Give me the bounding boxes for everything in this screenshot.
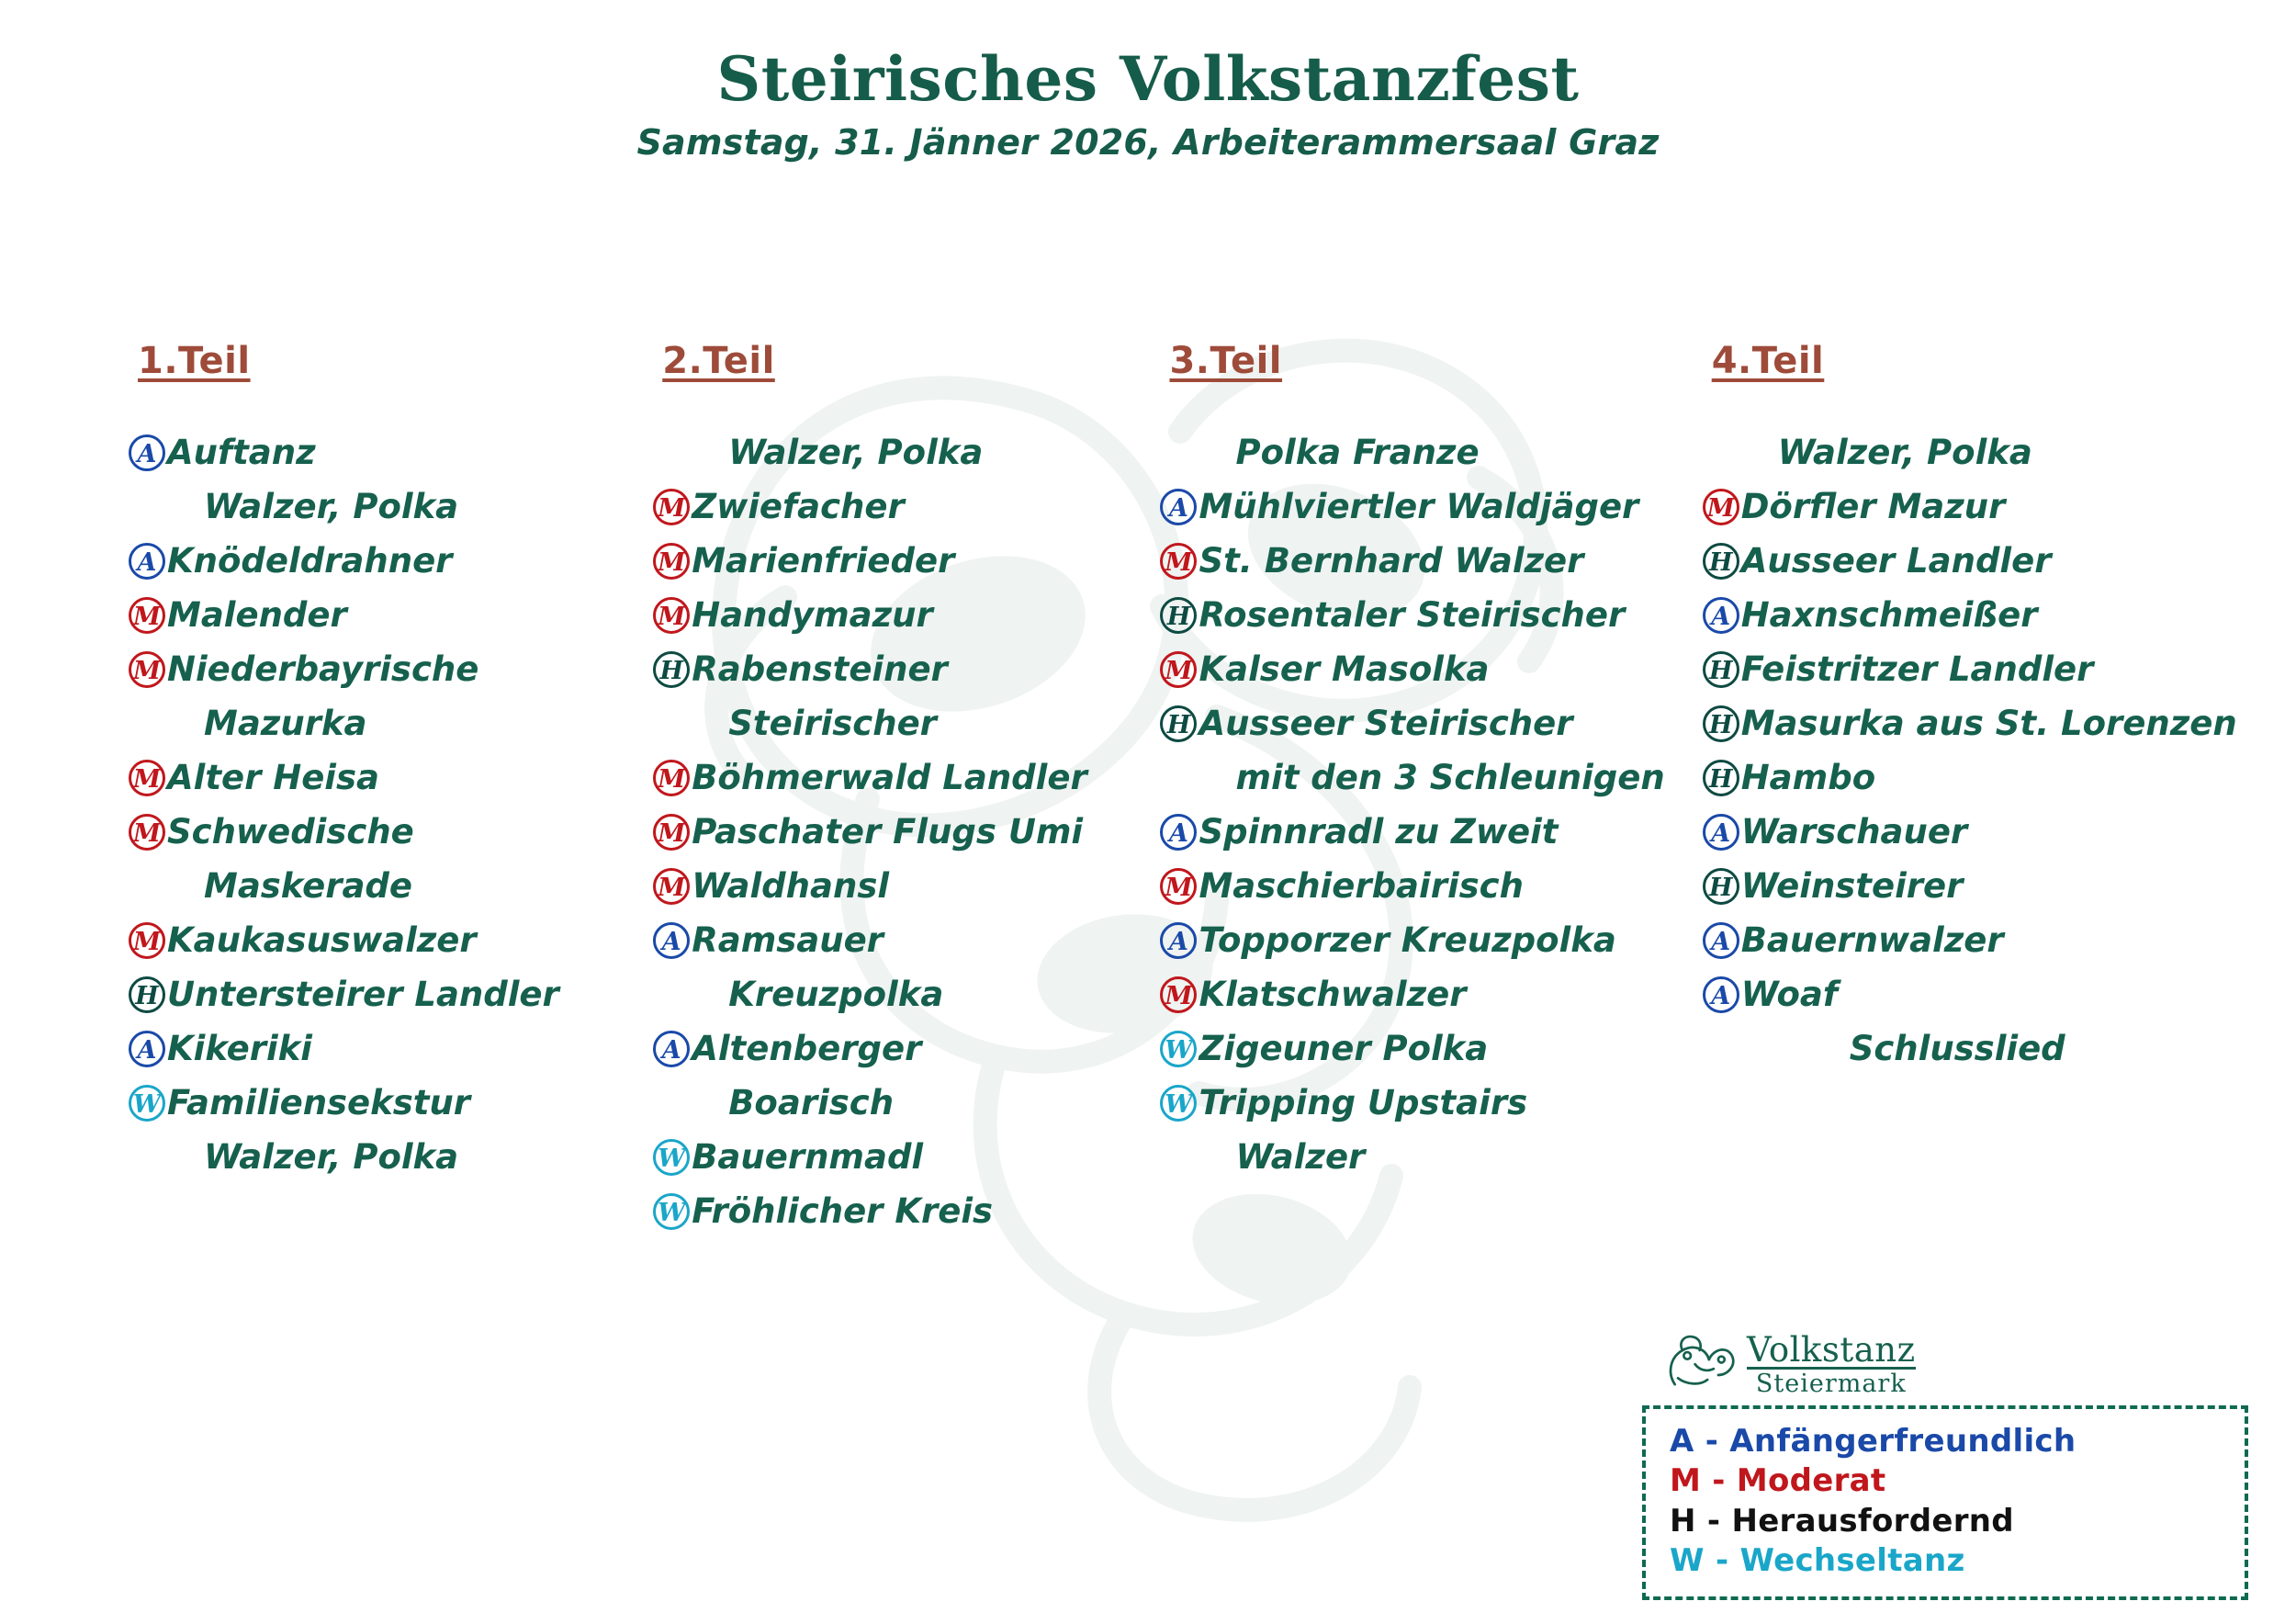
dance-name: Zwiefacher: [692, 487, 905, 526]
difficulty-badge-h: H: [1160, 597, 1197, 634]
list-item: [653, 540, 1142, 584]
list-item: [129, 919, 635, 964]
difficulty-badge-m: M: [129, 922, 165, 959]
difficulty-badge-a: A: [129, 434, 165, 471]
difficulty-badge-a: A: [1703, 597, 1739, 634]
dance-name: Warschauer: [1740, 812, 1968, 851]
page-header: [0, 0, 2296, 163]
list-item: [653, 1136, 1142, 1180]
difficulty-badge-m: M: [129, 814, 165, 851]
difficulty-badge-w: W: [653, 1193, 690, 1230]
dance-name: Dörfler Mazur: [1740, 487, 2006, 526]
difficulty-badge-w: W: [653, 1139, 690, 1176]
difficulty-badge-m: M: [1160, 543, 1197, 580]
dance-name: Hambo: [1740, 758, 1876, 797]
dance-name: Zigeuner Polka: [1199, 1029, 1489, 1068]
dance-name: Maschierbairisch: [1199, 866, 1524, 906]
list-item: [129, 540, 635, 584]
difficulty-badge-h: H: [1703, 868, 1739, 905]
difficulty-badge-none: [653, 976, 690, 1013]
list-item-closing: [1703, 1028, 2296, 1072]
dance-name: Steirischer: [728, 704, 937, 743]
list-item: [1703, 919, 2296, 964]
difficulty-badge-m: M: [653, 597, 690, 634]
legend-line-moderat: M - Moderat: [1670, 1462, 1886, 1500]
dance-name: Bauernmadl: [692, 1137, 924, 1177]
difficulty-badge-w: W: [1160, 1085, 1197, 1122]
dance-name: Fröhlicher Kreis: [692, 1191, 994, 1231]
dance-name: Malender: [167, 595, 347, 635]
difficulty-badge-m: M: [1160, 868, 1197, 905]
dance-name: Altenberger: [692, 1029, 922, 1068]
list-item: [129, 486, 635, 530]
list-item: [653, 1190, 1142, 1235]
list-item: [1703, 757, 2296, 801]
list-item: [1160, 1028, 1683, 1072]
dance-name: Feistritzer Landler: [1740, 649, 2094, 689]
dance-name: Polka Franze: [1235, 433, 1480, 472]
list-item: [129, 594, 635, 638]
list-item: [653, 1028, 1142, 1072]
dance-name: Kikeriki: [167, 1029, 312, 1068]
page-subtitle: Samstag, 31. Jänner 2026, Arbeiterammersaal Graz: [636, 122, 1660, 164]
difficulty-badge-m: M: [653, 543, 690, 580]
list-item: [1160, 811, 1683, 855]
list-item: [129, 1028, 635, 1072]
program-part-3: [1142, 340, 1683, 1190]
difficulty-badge-m: M: [129, 597, 165, 634]
program-part-2: [635, 340, 1142, 1245]
dance-name: Topporzer Kreuzpolka: [1199, 920, 1616, 960]
difficulty-badge-h: H: [1703, 543, 1739, 580]
list-item: [129, 865, 635, 909]
dance-name: Weinsteirer: [1740, 866, 1964, 906]
dance-name: Haxnschmeißer: [1740, 595, 2038, 635]
dance-name: Schlusslied: [1849, 1029, 2065, 1068]
difficulty-badge-a: A: [129, 543, 165, 580]
list-item: [129, 757, 635, 801]
difficulty-badge-m: M: [129, 651, 165, 688]
dance-name: Walzer, Polka: [1777, 433, 2032, 472]
program-columns: [0, 340, 2296, 1245]
dance-name: Tripping Upstairs: [1199, 1083, 1528, 1122]
dance-name: Ausseer Steirischer: [1199, 704, 1573, 743]
dance-name: Niederbayrische: [167, 649, 479, 689]
list-item: [1160, 1082, 1683, 1126]
dance-name: Kaukasuswalzer: [167, 920, 477, 960]
list-item: [129, 703, 635, 747]
dance-name: Klatschwalzer: [1199, 975, 1467, 1014]
dance-name: St. Bernhard Walzer: [1199, 541, 1584, 581]
difficulty-legend: [1642, 1405, 2248, 1600]
list-item: [1160, 432, 1683, 476]
list-item: [1703, 974, 2296, 1018]
dance-name: Masurka aus St. Lorenzen: [1740, 704, 2237, 743]
logo-subtitle: Steiermark: [1747, 1367, 1916, 1396]
list-item: [129, 648, 635, 693]
difficulty-badge-a: A: [1160, 814, 1197, 851]
list-item: [653, 432, 1142, 476]
page-title: Steirisches Volkstanzfest: [716, 43, 1580, 115]
dance-name: Knödeldrahner: [167, 541, 453, 581]
list-item: [1160, 540, 1683, 584]
list-item: [653, 594, 1142, 638]
difficulty-badge-none: [1703, 1031, 1739, 1067]
dance-name: Rabensteiner: [692, 649, 948, 689]
list-item: [653, 703, 1142, 747]
list-item: [653, 648, 1142, 693]
difficulty-badge-none: [129, 868, 165, 905]
difficulty-badge-none: [653, 1085, 690, 1122]
dance-name: Familiensekstur: [167, 1083, 471, 1122]
organisation-logo: [1659, 1330, 2248, 1400]
dance-name: Mazurka: [204, 704, 367, 743]
list-item: [653, 757, 1142, 801]
difficulty-badge-a: A: [1703, 922, 1739, 959]
difficulty-badge-m: M: [1160, 976, 1197, 1013]
difficulty-badge-m: M: [653, 760, 690, 796]
legend-area: [1642, 1330, 2248, 1600]
list-item: [1160, 486, 1683, 530]
list-item: [1703, 648, 2296, 693]
logo-title: Volkstanz: [1747, 1330, 1916, 1370]
difficulty-badge-a: A: [653, 922, 690, 959]
list-item: [653, 919, 1142, 964]
dance-name: Kalser Masolka: [1199, 649, 1490, 689]
dance-name: Auftanz: [167, 433, 316, 472]
difficulty-badge-h: H: [1703, 705, 1739, 742]
list-item: [1160, 919, 1683, 964]
list-item: [1703, 594, 2296, 638]
dance-name: Rosentaler Steirischer: [1199, 595, 1626, 635]
dance-name: Bauernwalzer: [1740, 920, 2004, 960]
difficulty-badge-a: A: [653, 1031, 690, 1067]
list-item: [653, 974, 1142, 1018]
list-item: [129, 811, 635, 855]
dance-name: Paschater Flugs Umi: [692, 812, 1084, 851]
difficulty-badge-none: [1703, 434, 1739, 471]
difficulty-badge-none: [129, 1139, 165, 1176]
dance-name: Marienfrieder: [692, 541, 955, 581]
dance-name: Woaf: [1740, 975, 1838, 1014]
list-item: [653, 865, 1142, 909]
difficulty-badge-m: M: [653, 489, 690, 525]
list-item: [129, 974, 635, 1018]
list-item: [129, 1136, 635, 1180]
dance-name: Waldhansl: [692, 866, 890, 906]
difficulty-badge-a: A: [1160, 922, 1197, 959]
difficulty-badge-h: H: [1160, 705, 1197, 742]
dance-list-part-2: [653, 432, 1142, 1235]
legend-line-wechseltanz: W - Wechseltanz: [1670, 1542, 1965, 1580]
difficulty-badge-none: [1160, 1139, 1197, 1176]
difficulty-badge-m: M: [653, 868, 690, 905]
dance-name: Untersteirer Landler: [167, 975, 559, 1014]
list-item: [653, 1082, 1142, 1126]
dance-name: Maskerade: [204, 866, 412, 906]
dance-name: Schwedische: [167, 812, 414, 851]
list-item: [1160, 648, 1683, 693]
part-heading: 4.Teil: [1711, 340, 1825, 382]
part-heading: 2.Teil: [662, 340, 775, 382]
difficulty-badge-h: H: [1703, 651, 1739, 688]
dance-list-part-3: [1160, 432, 1683, 1180]
list-item: [653, 811, 1142, 855]
list-item: [653, 486, 1142, 530]
list-item: [1160, 1136, 1683, 1180]
difficulty-badge-none: [653, 705, 690, 742]
part-heading: 3.Teil: [1169, 340, 1283, 382]
dance-name: Böhmerwald Landler: [692, 758, 1087, 797]
difficulty-badge-a: A: [1160, 489, 1197, 525]
list-item: [1703, 811, 2296, 855]
dance-name: Alter Heisa: [167, 758, 379, 797]
list-item: [129, 1082, 635, 1126]
dance-name: Ausseer Landler: [1740, 541, 2052, 581]
program-part-1: [0, 340, 635, 1190]
list-item: [1160, 865, 1683, 909]
difficulty-badge-none: [129, 489, 165, 525]
part-heading: 1.Teil: [138, 340, 251, 382]
list-item: [1703, 486, 2296, 530]
legend-line-anfaengerfreundlich: A - Anfängerfreundlich: [1670, 1422, 2077, 1460]
list-item: [1160, 974, 1683, 1018]
list-item: [1160, 703, 1683, 747]
list-item: [1703, 865, 2296, 909]
dance-list-part-1: [129, 432, 635, 1180]
difficulty-badge-m: M: [1160, 651, 1197, 688]
volkstanz-logo-icon: [1659, 1330, 1738, 1400]
difficulty-badge-h: H: [129, 976, 165, 1013]
program-part-4: [1684, 340, 2296, 1082]
difficulty-badge-m: M: [653, 814, 690, 851]
list-item: [1703, 703, 2296, 747]
list-item: [1703, 432, 2296, 476]
difficulty-badge-m: M: [129, 760, 165, 796]
difficulty-badge-none: [653, 434, 690, 471]
difficulty-badge-h: H: [1703, 760, 1739, 796]
difficulty-badge-w: W: [129, 1085, 165, 1122]
dance-name: Ramsauer: [692, 920, 884, 960]
dance-name: mit den 3 Schleunigen: [1235, 758, 1665, 797]
dance-name: Kreuzpolka: [728, 975, 944, 1014]
dance-name: Walzer: [1235, 1137, 1366, 1177]
difficulty-badge-m: M: [1703, 489, 1739, 525]
list-item: [1160, 594, 1683, 638]
dance-list-part-4: [1703, 432, 2296, 1072]
dance-name: Boarisch: [728, 1083, 895, 1122]
legend-line-herausfordernd: H - Herausfordernd: [1670, 1502, 2014, 1539]
difficulty-badge-none: [129, 705, 165, 742]
difficulty-badge-none: [1160, 434, 1197, 471]
list-item: [1160, 757, 1683, 801]
list-item: [129, 432, 635, 476]
difficulty-badge-a: A: [1703, 814, 1739, 851]
dance-name: Walzer, Polka: [204, 1137, 459, 1177]
difficulty-badge-none: [1160, 760, 1197, 796]
difficulty-badge-w: W: [1160, 1031, 1197, 1067]
dance-name: Walzer, Polka: [204, 487, 459, 526]
dance-name: Spinnradl zu Zweit: [1199, 812, 1559, 851]
difficulty-badge-h: H: [653, 651, 690, 688]
dance-name: Walzer, Polka: [728, 433, 984, 472]
difficulty-badge-a: A: [129, 1031, 165, 1067]
logo-text: [1747, 1330, 1916, 1399]
dance-name: Handymazur: [692, 595, 933, 635]
list-item: [1703, 540, 2296, 584]
difficulty-badge-a: A: [1703, 976, 1739, 1013]
dance-name: Mühlviertler Waldjäger: [1199, 487, 1639, 526]
